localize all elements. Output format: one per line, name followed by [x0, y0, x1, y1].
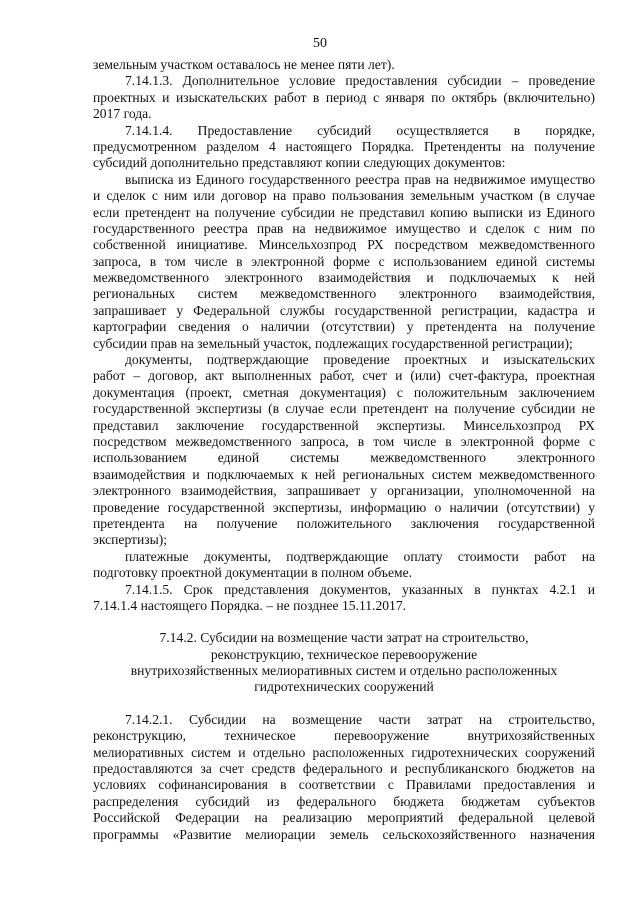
text-line: проведение государственной экспертизы, информацию о наличии (отсутствии) у [93, 499, 595, 515]
text-line: и сделок с ним или договор на право пользования земельным участком (в случае [93, 188, 595, 204]
text-line: посредством межведомственного запроса, в том числе в электронной форме с [93, 433, 595, 449]
text-line: программы «Развитие мелиорации земель сельскохозяйственного назначения [93, 826, 595, 842]
text-line: предоставляются за счет средств федерального и республиканского бюджетов на [93, 761, 595, 777]
text-line: платежные документы, подтверждающие оплату стоимости работ на [125, 548, 595, 564]
spacer [93, 696, 595, 712]
text-line: мелиоративных систем и отдельно расположенных гидротехнических сооружений [93, 744, 595, 760]
text-line: 7.14.1.3. Дополнительное условие предоставления субсидии – проведение [125, 73, 595, 89]
text-line: субсидии прав на земельный участок, подлежащих государственной регистрации); [93, 335, 573, 351]
text-line: межведомственного электронного взаимодействия и подключаемых к ней [93, 270, 595, 286]
text-line: претендента на получение положительного заключения государственной [93, 515, 595, 531]
heading-line: реконструкцию, техническое перевооружение [210, 646, 478, 662]
text-line: 7.14.1.5. Срок представления документов, указанных в пунктах 4.2.1 и [125, 581, 595, 597]
text-line: документация (проект, сметная документация) с положительным заключением [93, 384, 595, 400]
text-line: государственного реестра прав на недвижимое имущество и сделок с ним по [93, 220, 595, 236]
text-line: работ – договор, акт выполненных работ, счет и (или) счет-фактура, проектная [93, 368, 595, 384]
text-line: региональных систем межведомственного электронного взаимодействия, [93, 286, 595, 302]
text-line: электронного взаимодействия, запрашивает у организации, уполномоченной на [93, 483, 595, 499]
text-line: запрашивает у Федеральной службы государственной регистрации, кадастра и [93, 302, 595, 318]
text-line: 2017 года. [93, 106, 152, 122]
text-line: запроса, в том числе в электронной форме с использованием единой системы [93, 253, 595, 269]
text-line: подготовку проектной документации в полном объеме. [93, 565, 413, 581]
paragraph-registry-extract [93, 172, 595, 352]
spacer [93, 614, 595, 630]
text-line: экспертизы); [93, 532, 168, 548]
text-line: проектных и изыскательских работ в период с января по октябрь (включительно) [93, 89, 595, 105]
text-line: представил заключение государственной экспертизы. Минсельхозпрод РХ [93, 417, 595, 433]
text-line: государственной экспертизы (в случае если претендент на получение субсидии не [93, 401, 595, 417]
text-line: 7.14.1.4. Предоставление субсидий осуществляется в порядке, [125, 122, 595, 138]
paragraph-payment-documents [93, 549, 595, 582]
text-line: выписка из Единого государственного реестра прав на недвижимое имущество [125, 171, 595, 187]
text-line: собственной инициативе. Минсельхозпрод РХ посредством межведомственного [93, 237, 595, 253]
text-line: 7.14.2.1. Субсидии на возмещение части затрат на строительство, [125, 711, 595, 727]
text-line: земельным участком оставалось не менее пяти лет). [93, 57, 395, 72]
text-line: если претендент на получение субсидии не представил копию выписки из Единого [93, 204, 595, 220]
paragraph-7-14-1-4 [93, 123, 595, 172]
paragraph-design-documents [93, 352, 595, 549]
text-line: субсидий дополнительно представляют копии следующих документов: [93, 155, 506, 171]
text-line: условиях софинансирования в соответствии с Правилами предоставления и [93, 777, 595, 793]
heading-line: 7.14.2. Субсидии на возмещение части затрат на строительство, [159, 630, 529, 646]
text-line: документы, подтверждающие проведение проектных и изыскательских [125, 352, 595, 368]
text-line: картографии сведения о наличии (отсутствии) у претендента на получение [93, 319, 595, 335]
page-number: 50 [313, 36, 327, 51]
text-line: использованием единой системы межведомственного электронного [93, 450, 595, 466]
section-heading-7-14-2 [93, 630, 595, 696]
document-body [93, 57, 595, 843]
paragraph-intro [93, 57, 595, 73]
text-line: взаимодействия и подключаемых к ней региональных систем межведомственного [93, 466, 595, 482]
paragraph-7-14-1-5 [93, 582, 595, 615]
text-line: 7.14.1.4 настоящего Порядка. – не позднее 15.11.2017. [93, 597, 407, 613]
text-line: реконструкцию, техническое перевооружение внутрихозяйственных [93, 728, 595, 744]
heading-line: гидротехнических сооружений [254, 679, 434, 695]
heading-line: внутрихозяйственных мелиоративных систем и отдельно расположенных [130, 663, 558, 679]
text-line: распределения субсидий из федерального бюджета бюджетам субъектов [93, 793, 595, 809]
text-line: предусмотренном разделом 4 настоящего Порядка. Претенденты на получение [93, 138, 595, 154]
paragraph-7-14-1-3 [93, 73, 595, 122]
text-line: Российской Федерации на реализацию мероприятий федеральной целевой [93, 810, 595, 826]
paragraph-7-14-2-1 [93, 712, 595, 843]
